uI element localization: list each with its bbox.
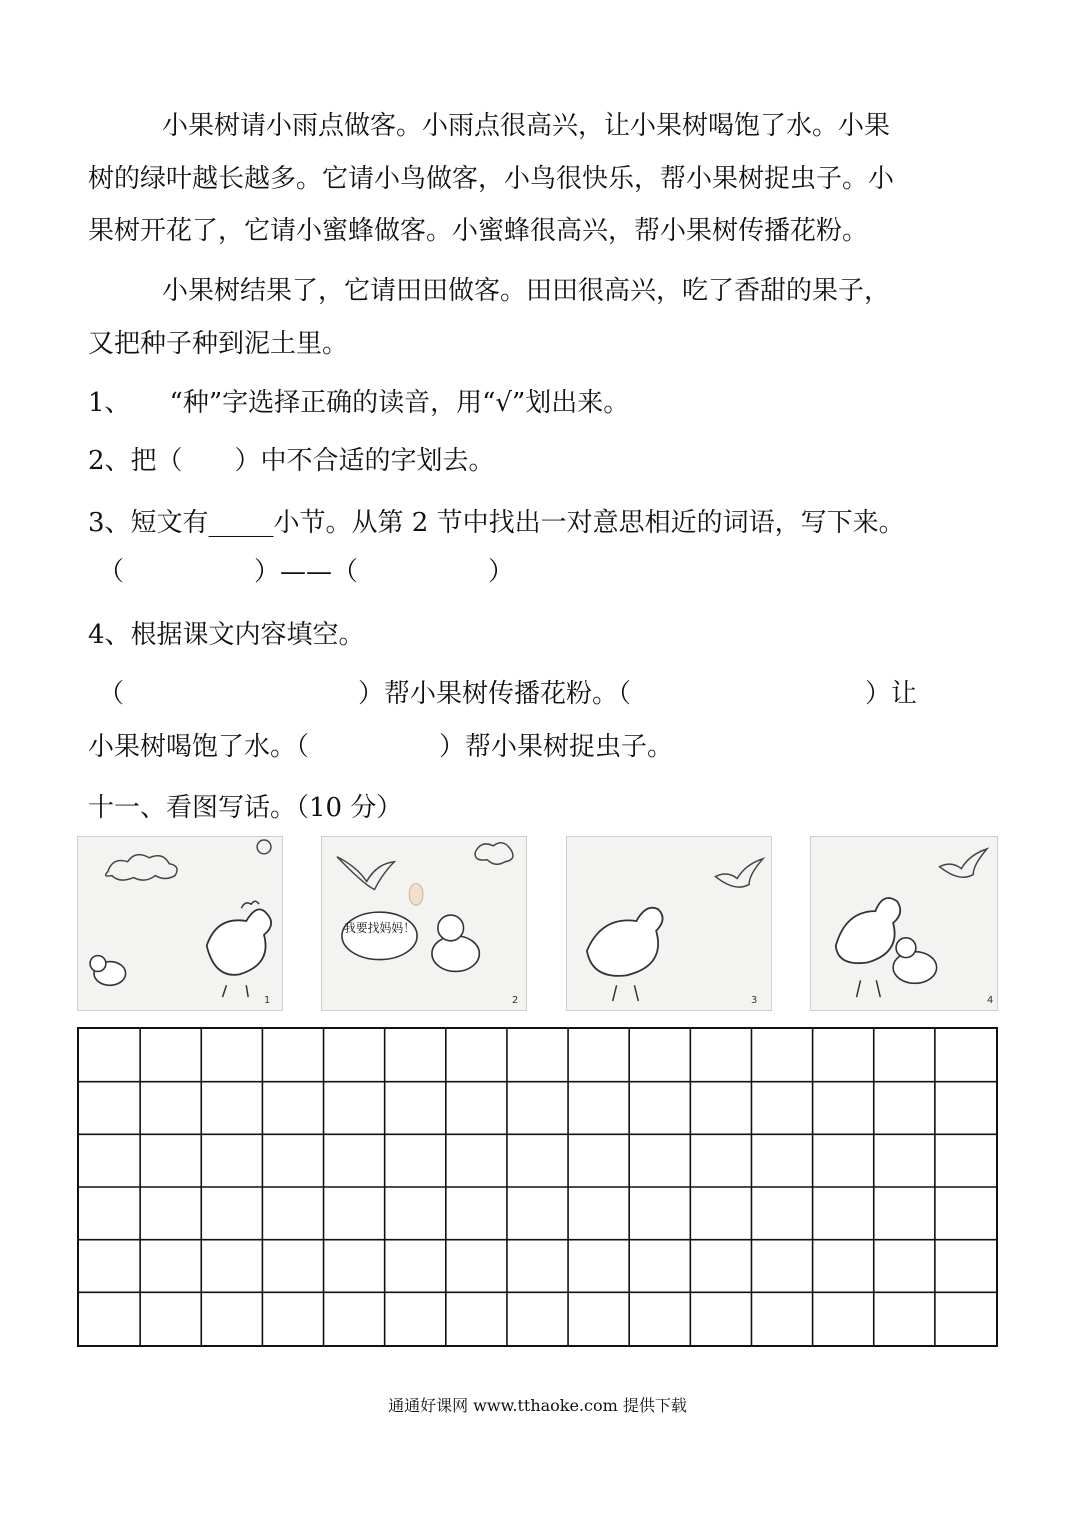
- speech-bubble-text: 我要找妈妈！: [343, 920, 416, 935]
- footer-credit: 通通好课网 www.tthaoke.com 提供下载: [388, 1396, 687, 1415]
- passage-p1-line1: 小果树请小雨点做客。小雨点很高兴，让小果树喝饱了水。小果: [162, 111, 891, 141]
- question-4: 4、根据课文内容填空。: [88, 620, 365, 650]
- hen-and-bird-illustration: [567, 837, 771, 1010]
- passage-p2-line2: 又把种子种到泥土里。: [88, 329, 349, 359]
- picture-1-number: 1: [264, 995, 271, 1007]
- writing-grid-lines: [79, 1029, 996, 1345]
- writing-grid[interactable]: [77, 1027, 998, 1347]
- section-title: 十一、看图写话。（10 分）: [88, 793, 403, 823]
- hen-and-chick-illustration: [78, 837, 282, 1010]
- question-2: 2、把（ ）中不合适的字划去。: [88, 446, 495, 476]
- hen-and-chick-reunited-illustration: [811, 837, 997, 1010]
- picture-2-number: 2: [511, 995, 519, 1007]
- question-4-line1[interactable]: （ ）帮小果树传播花粉。（ ）让: [98, 679, 918, 709]
- picture-3-number: 3: [751, 995, 758, 1007]
- picture-4: [810, 836, 998, 1011]
- picture-4-number: 4: [987, 995, 994, 1007]
- picture-1: [77, 836, 283, 1011]
- question-3: 3、短文有_____小节。从第 2 节中找出一对意思相近的词语，写下来。: [88, 508, 905, 538]
- passage-p1-line2: 树的绿叶越长越多。它请小鸟做客，小鸟很快乐，帮小果树捉虫子。小: [88, 164, 895, 194]
- chick-speaking-illustration: [322, 837, 526, 1010]
- passage-p2-line1: 小果树结果了，它请田田做客。田田很高兴，吃了香甜的果子，: [162, 276, 891, 306]
- question-4-line2[interactable]: 小果树喝饱了水。（ ）帮小果树捉虫子。: [88, 732, 674, 762]
- passage-p1-line3: 果树开花了，它请小蜜蜂做客。小蜜蜂很高兴，帮小果树传播花粉。: [88, 216, 869, 246]
- question-3-answer-blank[interactable]: （ ）——（ ）: [98, 557, 515, 587]
- question-1: 1、 “种”字选择正确的读音，用“√”划出来。: [88, 388, 630, 418]
- picture-2: [321, 836, 527, 1011]
- picture-3: [566, 836, 772, 1011]
